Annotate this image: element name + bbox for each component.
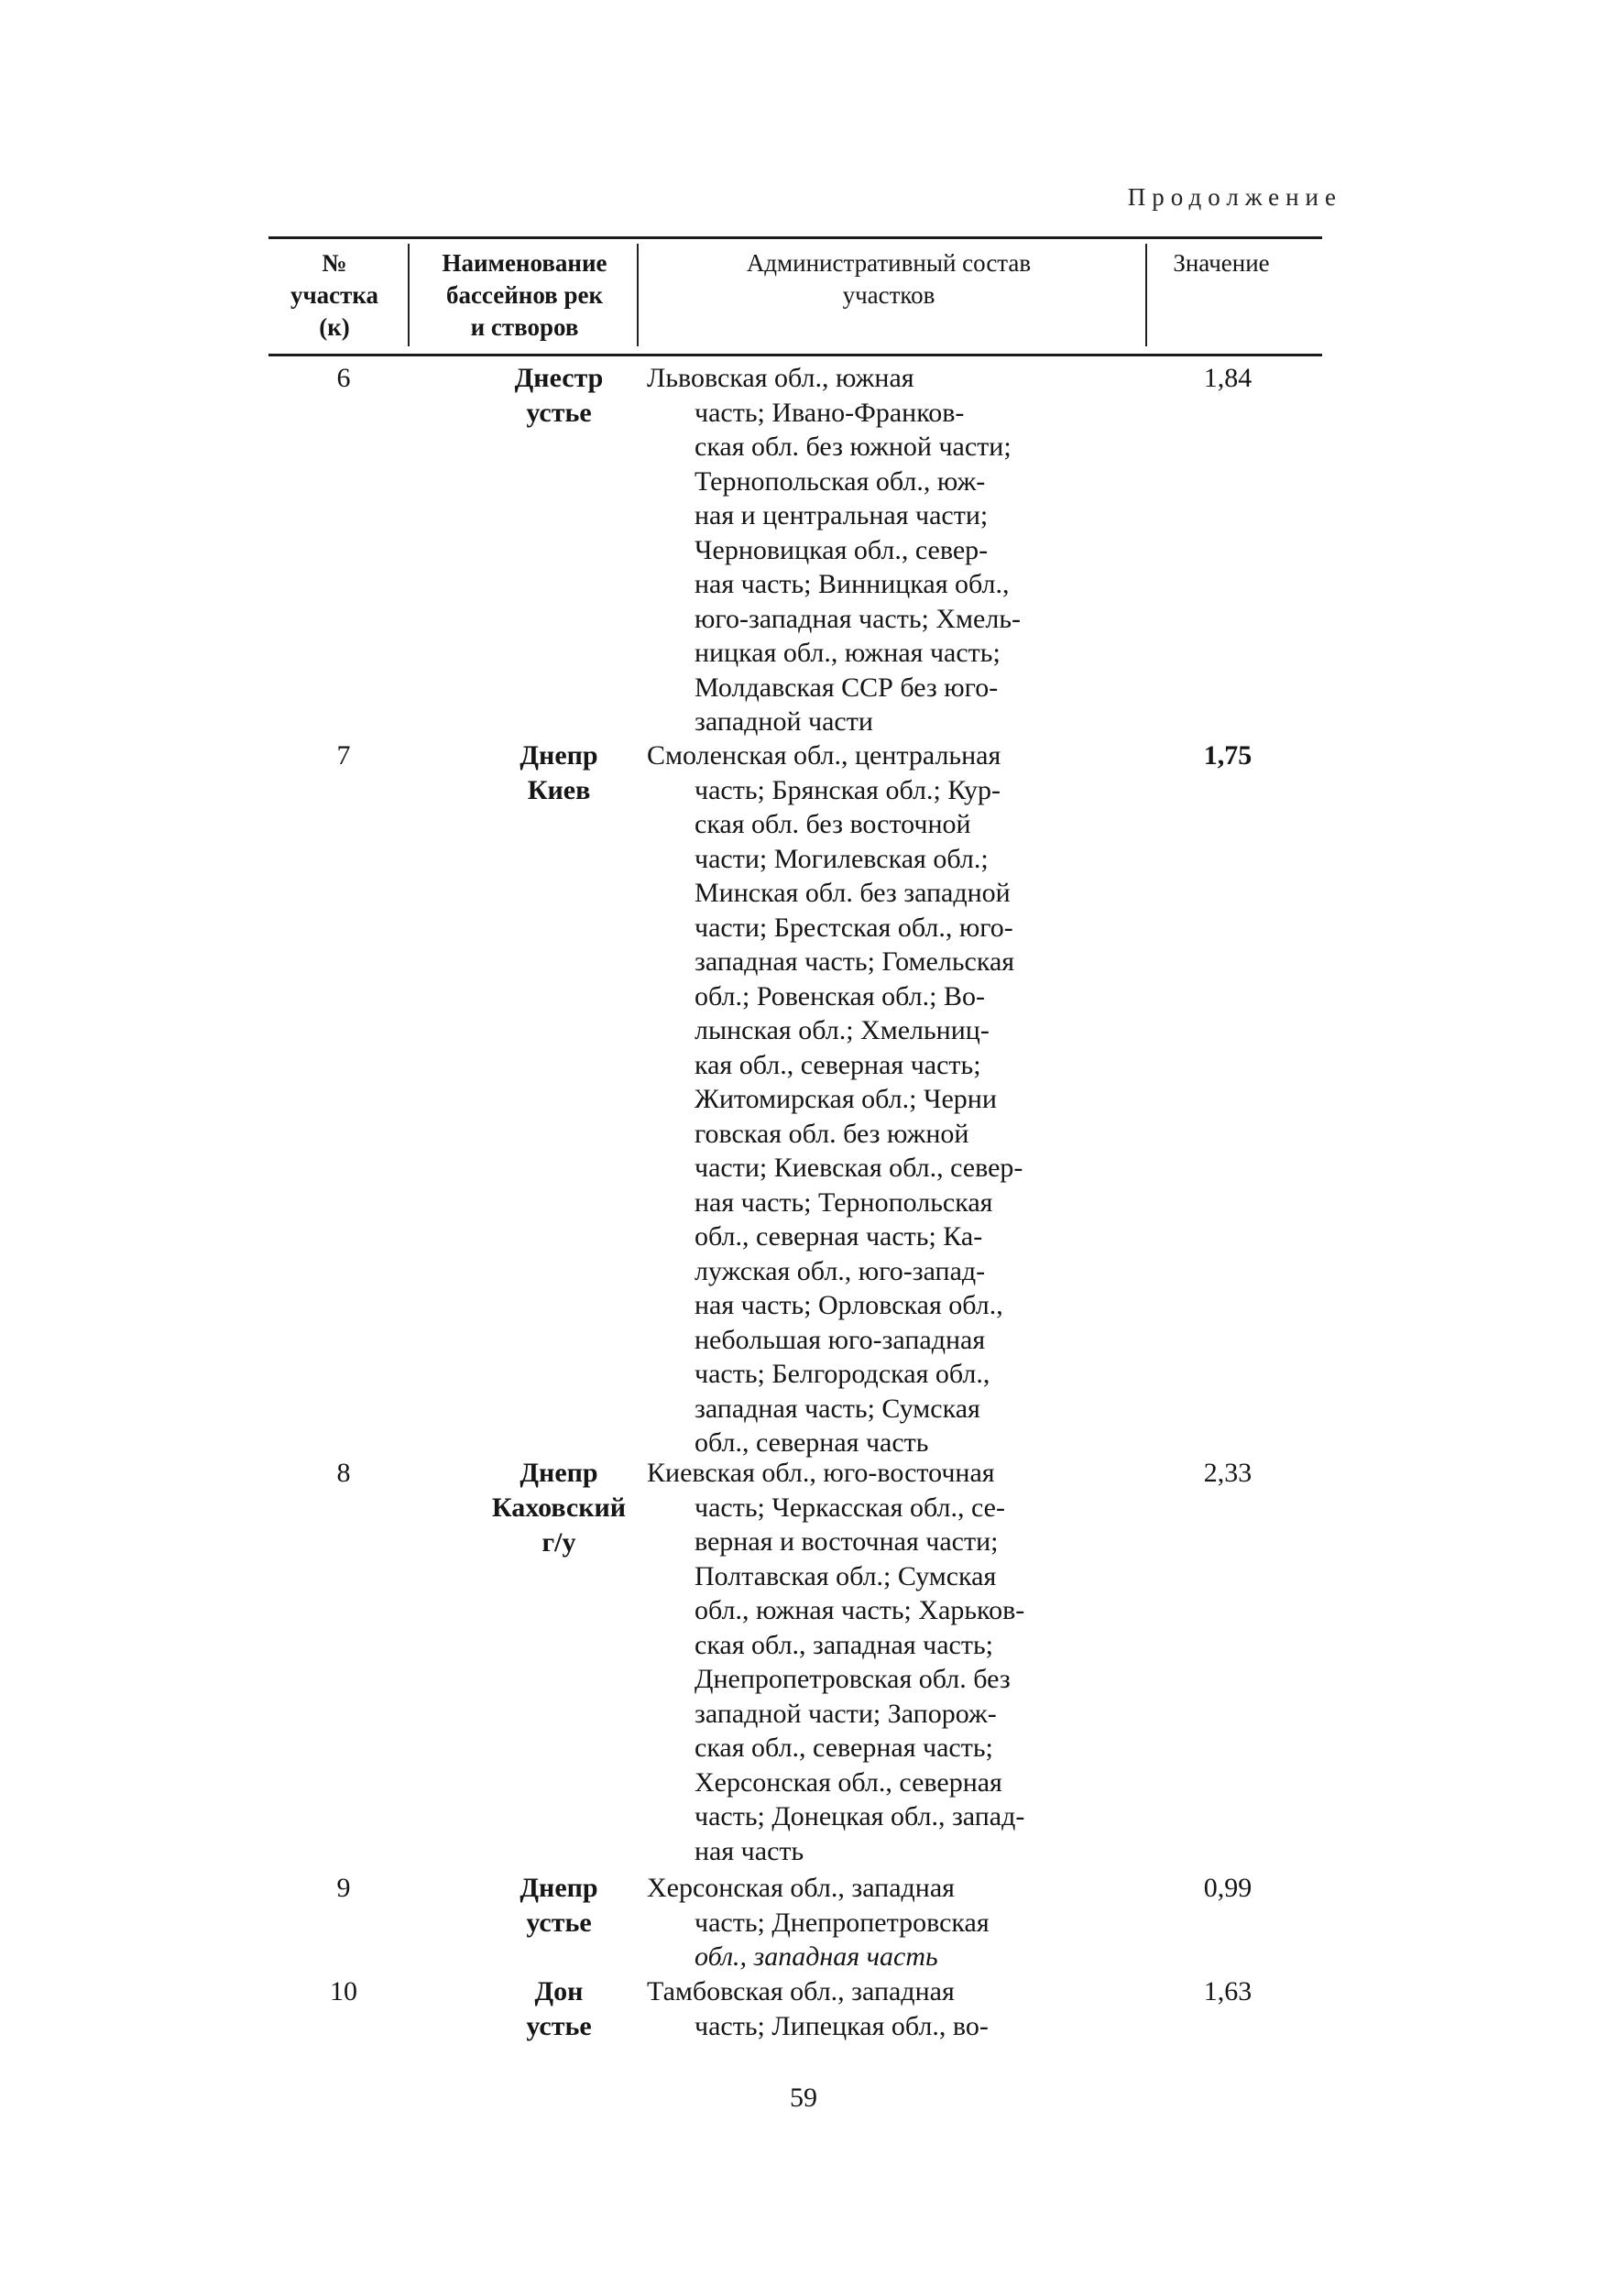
admin-line: часть; Брянская обл.; Кур- <box>695 774 1001 805</box>
admin-line: ская обл., западная часть; <box>695 1629 993 1660</box>
row-basin <box>454 1871 664 1941</box>
basin-line: устье <box>526 1908 592 1938</box>
header-number-line: (к) <box>319 313 350 341</box>
admin-line: часть; Белгородская обл., <box>695 1359 990 1389</box>
admin-line: кая обл., северная часть; <box>695 1049 981 1080</box>
admin-line: Киевская обл., юго-восточная <box>647 1458 995 1488</box>
header-basin <box>417 247 632 344</box>
admin-line: Днепропетровская обл. без <box>695 1664 1011 1694</box>
admin-line: ная и центральная части; <box>695 500 989 530</box>
admin-line: части; Могилевская обл.; <box>695 843 989 874</box>
admin-line: небольшая юго-западная <box>695 1324 986 1355</box>
row-value: 0,99 <box>1203 1873 1252 1903</box>
row-value: 1,75 <box>1203 740 1252 771</box>
header-number <box>275 247 394 344</box>
row-admin <box>647 738 1123 1460</box>
admin-line: Житомирская обл.; Черни <box>695 1084 997 1114</box>
admin-line: обл., южная часть; Харьков- <box>695 1595 1025 1625</box>
admin-line: Минская обл. без западной <box>695 878 1011 908</box>
admin-line: обл.; Ровенская обл.; Во- <box>695 980 985 1011</box>
admin-line: западная часть; Гомельская <box>695 946 1015 977</box>
admin-line: западная часть; Сумская <box>695 1393 980 1424</box>
admin-line: часть; Донецкая обл., запад- <box>695 1801 1025 1831</box>
row-basin <box>454 738 664 808</box>
table-header-rule <box>268 354 1322 356</box>
admin-line: обл., северная часть; Ка- <box>695 1221 983 1252</box>
header-separator <box>637 244 639 346</box>
row-value: 1,84 <box>1203 363 1252 393</box>
row-admin <box>647 1974 1123 2043</box>
admin-line: ная часть; Орловская обл., <box>695 1290 1003 1320</box>
basin-line: Днепр <box>520 1873 598 1903</box>
header-value <box>1153 247 1290 279</box>
row-number: 10 <box>330 1976 357 2006</box>
table-top-rule <box>268 236 1322 239</box>
header-admin-line: Административный состав <box>746 249 1032 277</box>
header-basin-line: и створов <box>470 313 579 341</box>
admin-line: часть; Черкасская обл., се- <box>695 1492 1005 1523</box>
basin-line: Днепр <box>520 740 598 771</box>
basin-line: устье <box>526 398 592 428</box>
basin-line: Днестр <box>514 363 604 393</box>
basin-line: устье <box>526 2011 592 2041</box>
admin-line: обл., северная часть <box>695 1427 929 1458</box>
row-number: 6 <box>336 363 351 393</box>
admin-line: обл., западная часть <box>695 1941 938 1972</box>
admin-line: западной части; Запорож- <box>695 1698 997 1729</box>
row-admin <box>647 1456 1123 1868</box>
admin-line: юго-западная часть; Хмель- <box>695 603 1021 634</box>
admin-line: часть; Ивано-Франков- <box>695 397 965 428</box>
admin-line: часть; Липецкая обл., во- <box>695 2010 989 2041</box>
header-admin-line: участков <box>842 281 935 309</box>
row-number: 9 <box>336 1873 351 1903</box>
row-number: 7 <box>336 740 351 771</box>
row-basin <box>454 1974 664 2044</box>
admin-line: Херсонская обл., западная <box>647 1873 955 1903</box>
page-number: 59 <box>790 2083 817 2113</box>
admin-line: лынская обл.; Хмельниц- <box>695 1015 990 1045</box>
admin-line: Тамбовская обл., западная <box>647 1976 955 2006</box>
row-admin <box>647 361 1123 739</box>
header-admin <box>646 247 1132 312</box>
header-number-line: участка <box>290 281 379 309</box>
header-basin-line: Наименование <box>442 249 607 277</box>
admin-line: Черновицкая обл., север- <box>695 534 989 565</box>
row-value: 1,63 <box>1203 1976 1252 2006</box>
admin-line: Молдавская ССР без юго- <box>695 672 999 703</box>
header-number-line: № <box>322 249 347 277</box>
row-value: 2,33 <box>1203 1458 1252 1488</box>
admin-line: ная часть; Тернопольская <box>695 1186 993 1218</box>
admin-line: ская обл., северная часть; <box>695 1733 993 1763</box>
row-number: 8 <box>336 1458 351 1488</box>
admin-line: Львовская обл., южная <box>647 363 914 393</box>
admin-line: Смоленская обл., центральная <box>647 740 1001 771</box>
admin-line: верная и восточная части; <box>695 1526 999 1557</box>
admin-line: части; Брестская обл., юго- <box>695 912 1013 943</box>
header-separator <box>1145 244 1147 346</box>
admin-line: лужская обл., юго-запад- <box>695 1255 986 1286</box>
admin-line: Полтавская обл.; Сумская <box>695 1560 997 1591</box>
admin-line: ская обл. без восточной <box>695 809 971 839</box>
basin-line: Каховский <box>491 1492 627 1523</box>
header-value-line: Значение <box>1173 249 1270 277</box>
continuation-label: Продолжение <box>1127 183 1342 211</box>
row-admin <box>647 1871 1123 1974</box>
basin-line: Днепр <box>520 1458 598 1488</box>
admin-line: ницкая обл., южная часть; <box>695 638 1001 668</box>
basin-line: Киев <box>527 775 591 805</box>
admin-line: часть; Днепропетровская <box>695 1907 990 1938</box>
admin-line: Тернопольская обл., юж- <box>695 465 986 497</box>
row-basin <box>454 1456 664 1560</box>
admin-line: говская обл. без южной <box>695 1118 969 1149</box>
admin-line: ная часть; Винницкая обл., <box>695 569 1010 599</box>
header-basin-line: бассейнов рек <box>445 281 604 309</box>
row-basin <box>454 361 664 431</box>
admin-line: западной части <box>695 706 873 737</box>
admin-line: ная часть <box>695 1835 804 1866</box>
basin-line: г/у <box>541 1527 576 1558</box>
admin-line: части; Киевская обл., север- <box>695 1153 1023 1183</box>
header-separator <box>408 244 410 346</box>
admin-line: Херсонская обл., северная <box>695 1766 1002 1798</box>
basin-line: Дон <box>534 1976 584 2006</box>
admin-line: ская обл. без южной части; <box>695 432 1012 462</box>
